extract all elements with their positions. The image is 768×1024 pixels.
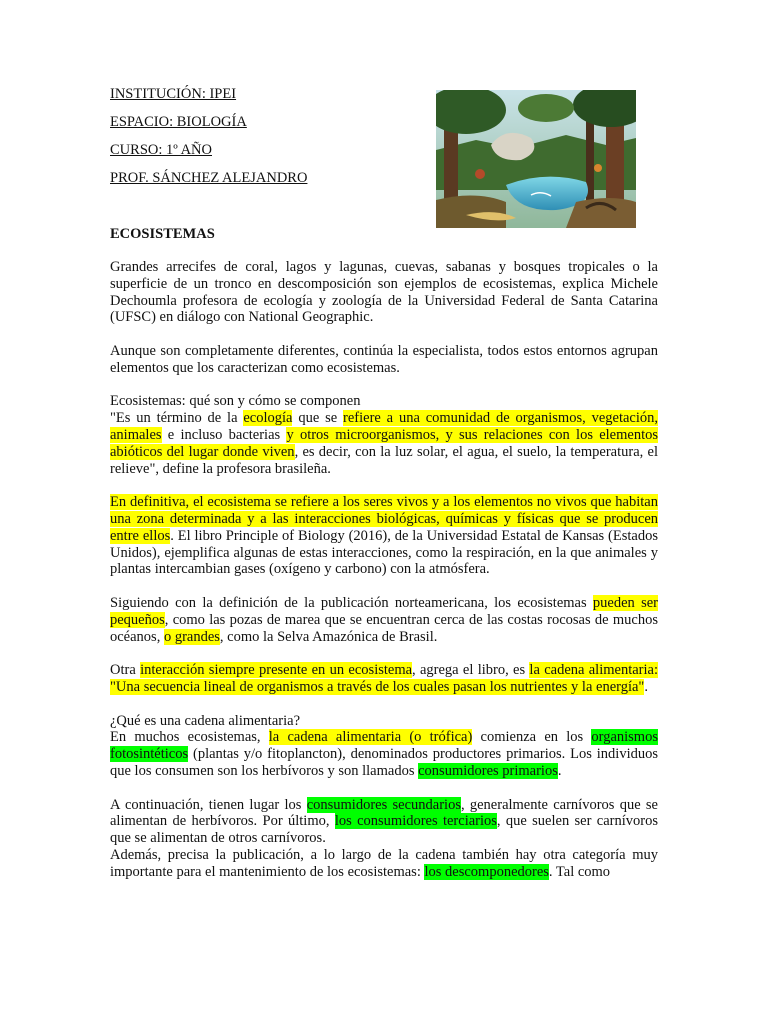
text-run: "Es un término de la <box>110 410 244 427</box>
paragraph <box>110 494 658 578</box>
paragraph <box>110 713 658 730</box>
text-run: Ecosistemas: qué son y cómo se componen <box>110 393 361 410</box>
paragraph <box>110 729 658 779</box>
highlighted-text: los consumidores terciarios <box>334 813 497 830</box>
highlighted-text: la cadena alimentaria (o trófica) <box>268 729 473 746</box>
text-run: A continuación, tienen lugar los <box>110 796 307 813</box>
text-run: Siguiendo con la definición de la publicación norteamericana, los ecosistemas <box>110 594 593 611</box>
highlighted-text: consumidores primarios <box>418 762 558 779</box>
text-run: Aunque son completamente diferentes, continúa la especialista, todos estos entornos agrupan elementos que los caracterizan como ecosistemas. <box>110 342 658 376</box>
subject-line: ESPACIO: BIOLOGÍA <box>110 114 247 130</box>
highlighted-text: refiere a una comunidad de organismos, vegetación, animales <box>110 410 658 443</box>
highlighted-text: consumidores secundarios <box>306 796 461 813</box>
article-body <box>110 259 658 880</box>
highlighted-text: organismos fotosintéticos <box>110 729 658 763</box>
highlighted-text: y otros microorganismos, y sus relaciones con los elementos abióticos del lugar donde viven <box>110 426 659 460</box>
text-run: ¿Qué es una cadena alimentaria? <box>110 712 301 729</box>
highlighted-text: ecología <box>243 410 293 427</box>
highlighted-text: los descomponedores <box>424 863 549 880</box>
course-line: CURSO: 1º AÑO <box>110 142 212 158</box>
highlighted-text: En definitiva, el ecosistema se refiere a los seres vivos y a los elementos no vivos que habitan una zona determinada y a las interacciones biológicas, químicas y físicas que se producen entre ellos <box>110 494 658 544</box>
text-run: , como la Selva Amazónica de Brasil. <box>219 628 438 645</box>
text-run: . <box>644 678 648 695</box>
text-run: , agrega el libro, es <box>412 662 530 679</box>
text-run: e incluso bacterias <box>161 426 287 443</box>
text-run: , que suelen ser carnívoros que se alimentan de otros carnívoros. <box>110 813 658 847</box>
paragraph <box>110 847 658 881</box>
paragraph <box>110 393 658 410</box>
text-run: , como las pozas de marea que se encuentran cerca de las costas rocosas de muchos océanos, <box>110 611 658 645</box>
text-run: Otra <box>110 662 141 679</box>
professor-line: PROF. SÁNCHEZ ALEJANDRO <box>110 170 308 186</box>
text-run: comienza en los <box>472 729 592 746</box>
section-title: ECOSISTEMAS <box>110 226 215 242</box>
text-run: que se <box>292 410 344 427</box>
text-run: , generalmente carnívoros que se alimentan de herbívoros. Por último, <box>110 796 658 830</box>
text-run: Además, precisa la publicación, a lo largo de la cadena también hay otra categoría muy importante para el mantenimiento de los ecosistemas: <box>110 846 658 880</box>
text-run: Grandes arrecifes de coral, lagos y lagunas, cuevas, sabanas y bosques tropicales o la superficie de un tronco en descomposición son ejemplos de ecosistemas, explica Michele Dechoumla profesora de ecología y zoología de la Universidad Federal de Santa Catarina (UFSC) en diálogo con National Geographic. <box>110 259 658 326</box>
paragraph <box>110 410 658 477</box>
paragraph <box>110 259 658 326</box>
highlighted-text: la cadena alimentaria: "Una secuencia lineal de organismos a través de los cuales pasan los nutrientes y la energía" <box>110 662 658 695</box>
text-run: . Tal como <box>548 863 611 880</box>
text-run: En muchos ecosistemas, <box>110 729 269 746</box>
paragraph <box>110 343 658 377</box>
paragraph <box>110 797 658 847</box>
text-run: . <box>557 762 562 779</box>
highlighted-text: o grandes <box>163 628 220 645</box>
text-run: (plantas y/o fitoplancton), denominados productores primarios. Los individuos que los consumen son los herbívoros y son llamados <box>110 746 658 779</box>
text-run: , es decir, con la luz solar, el agua, el suelo, la temperatura, el relieve", define la profesora brasileña. <box>110 443 658 477</box>
text-run: . El libro Principle of Biology (2016), de la Universidad Estatal de Kansas (Estados Unidos), ejemplifica algunas de estas interacciones, como la respiración, en la que animales y plantas intercambian gases (oxígeno y carbono) con la atmósfera. <box>110 527 658 578</box>
paragraph <box>110 595 658 645</box>
paragraph <box>110 662 658 696</box>
highlighted-text: pueden ser pequeños <box>110 594 658 628</box>
institution-line: INSTITUCIÓN: IPEI <box>110 86 237 102</box>
ecosystem-illustration <box>436 90 636 228</box>
highlighted-text: interacción siempre presente en un ecosistema <box>140 662 413 679</box>
